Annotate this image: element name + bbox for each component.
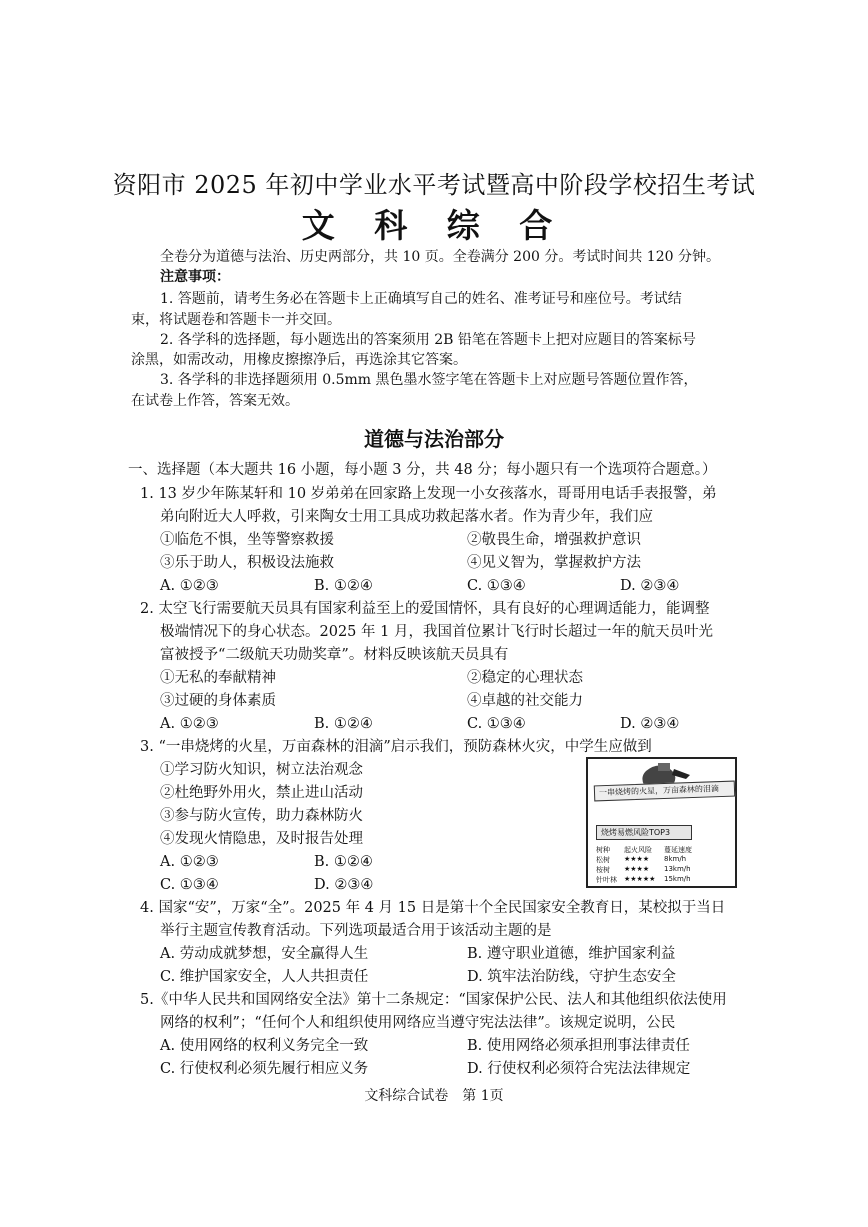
q3-statement-3: ③参与防火宣传，助力森林防火 <box>160 808 363 824</box>
notice-item-1b: 束，将试题卷和答题卡一并交回。 <box>131 312 341 328</box>
q1-option-a: A. ①②③ <box>160 578 219 594</box>
q2-statement-3: ③过硬的身体素质 <box>160 693 276 709</box>
q2-stem-line-1: 2. 太空飞行需要航天员具有国家利益至上的爱国情怀，具有良好的心理调适能力，能调整 <box>140 601 710 617</box>
q2-stem-line-3: 富被授予“二级航天功勋奖章”。材料反映该航天员具有 <box>160 647 509 663</box>
q4-option-b: B. 遵守职业道德，维护国家利益 <box>467 946 676 962</box>
q1-statement-3: ③乐于助人，积极设法施救 <box>160 555 334 571</box>
poster-row-1-tree: 松树 <box>596 856 610 864</box>
q5-option-d: D. 行使权利必须符合宪法法律规定 <box>467 1061 691 1077</box>
poster-heading-box: 烧烤易燃风险TOP3 <box>596 825 692 840</box>
notice-item-3b: 在试卷上作答，答案无效。 <box>131 393 299 409</box>
q3-statement-4: ④发现火情隐患，及时报告处理 <box>160 831 363 847</box>
q3-statement-1: ①学习防火知识，树立法治观念 <box>160 762 363 778</box>
q2-stem-line-2: 极端情况下的身心状态。2025 年 1 月，我国首位累计飞行时长超过一年的航天员叶光 <box>160 624 713 640</box>
poster-table-head-1: 树种 <box>596 846 610 854</box>
poster-row-1-risk: ★★★★ <box>624 855 650 863</box>
part-one-heading: 一、选择题（本大题共 16 小题，每小题 3 分，共 48 分；每小题只有一个选项符合题意。） <box>128 462 717 478</box>
q3-statement-2: ②杜绝野外用火，禁止进山活动 <box>160 785 363 801</box>
fire-prevention-poster <box>586 757 737 888</box>
q5-stem-line-1: 5.《中华人民共和国网络安全法》第十二条规定：“国家保护公民、法人和其他组织依法使用 <box>140 992 727 1008</box>
q2-option-b: B. ①②④ <box>314 716 373 732</box>
q2-option-a: A. ①②③ <box>160 716 219 732</box>
poster-row-2-speed: 13km/h <box>664 865 691 873</box>
poster-banner: 一串烧烤的火星，万亩森林的泪滴 <box>594 781 735 802</box>
section-title: 道德与法治部分 <box>364 427 504 451</box>
q1-stem-line-2: 弟向附近大人呼救，引来陶女士用工具成功救起落水者。作为青少年，我们应 <box>160 509 653 525</box>
q2-statement-1: ①无私的奉献精神 <box>160 670 276 686</box>
poster-row-3-speed: 15km/h <box>664 875 691 883</box>
subject-title: 文 科 综 合 <box>301 206 567 245</box>
notice-item-2b: 涂黑，如需改动，用橡皮擦擦净后，再选涂其它答案。 <box>131 352 467 368</box>
q4-option-d: D. 筑牢法治防线，守护生态安全 <box>467 969 676 985</box>
notice-heading: 注意事项： <box>160 269 230 285</box>
notice-intro: 全卷分为道德与法治、历史两部分，共 10 页。全卷满分 200 分。考试时间共 120 分钟。 <box>160 249 720 265</box>
poster-table-head-3: 蔓延速度 <box>664 846 692 854</box>
q3-option-d: D. ②③④ <box>314 877 374 893</box>
q3-option-a: A. ①②③ <box>160 854 219 870</box>
poster-table-head-2: 起火风险 <box>624 846 652 854</box>
q5-option-c: C. 行使权利必须先履行相应义务 <box>160 1061 369 1077</box>
q1-statement-2: ②敬畏生命，增强救护意识 <box>467 532 641 548</box>
page-footer: 文科综合试卷 第 1页 <box>364 1088 504 1104</box>
poster-row-3-risk: ★★★★★ <box>624 875 656 883</box>
q3-option-c: C. ①③④ <box>160 877 219 893</box>
q4-stem-line-1: 4. 国家“安”，万家“全”。2025 年 4 月 15 日是第十个全民国家安全教育日，某校拟于当日 <box>140 900 726 916</box>
q2-option-d: D. ②③④ <box>620 716 680 732</box>
poster-row-2-tree: 桉树 <box>596 866 610 874</box>
q5-option-a: A. 使用网络的权利义务完全一致 <box>160 1038 369 1054</box>
q1-statement-1: ①临危不惧，坐等警察救援 <box>160 532 334 548</box>
poster-row-2-risk: ★★★★ <box>624 865 650 873</box>
q3-stem: 3. “一串烧烤的火星，万亩森林的泪滴”启示我们，预防森林火灾，中学生应做到 <box>140 739 652 755</box>
poster-row-1-speed: 8km/h <box>664 855 687 863</box>
poster-row-3-tree: 针叶林 <box>596 876 617 884</box>
q5-option-b: B. 使用网络必须承担刑事法律责任 <box>467 1038 690 1054</box>
exam-title: 资阳市 2025 年初中学业水平考试暨高中阶段学校招生考试 <box>112 171 756 199</box>
q3-option-b: B. ①②④ <box>314 854 373 870</box>
q1-statement-4: ④见义智为，掌握救护方法 <box>467 555 641 571</box>
q1-option-c: C. ①③④ <box>467 578 526 594</box>
notice-item-1a: 1. 答题前，请考生务必在答题卡上正确填写自己的姓名、准考证号和座位号。考试结 <box>160 291 682 307</box>
q4-stem-line-2: 举行主题宣传教育活动。下列选项最适合用于该活动主题的是 <box>160 923 552 939</box>
notice-item-2a: 2. 各学科的选择题，每小题选出的答案须用 2B 铅笔在答题卡上把对应题目的答案标号 <box>160 332 696 348</box>
notice-item-3a: 3. 各学科的非选择题须用 0.5mm 黑色墨水签字笔在答题卡上对应题号答题位置作答， <box>160 372 698 388</box>
q2-option-c: C. ①③④ <box>467 716 526 732</box>
q1-option-d: D. ②③④ <box>620 578 680 594</box>
q4-option-a: A. 劳动成就梦想，安全赢得人生 <box>160 946 369 962</box>
poster-illustration <box>588 759 735 886</box>
q2-statement-4: ④卓越的社交能力 <box>467 693 583 709</box>
q4-option-c: C. 维护国家安全，人人共担责任 <box>160 969 369 985</box>
q1-stem-line-1: 1. 13 岁少年陈某轩和 10 岁弟弟在回家路上发现一小女孩落水，哥哥用电话手表报警，弟 <box>140 486 717 502</box>
q2-statement-2: ②稳定的心理状态 <box>467 670 583 686</box>
q1-option-b: B. ①②④ <box>314 578 373 594</box>
q5-stem-line-2: 网络的权利”；“任何个人和组织使用网络应当遵守宪法法律”。该规定说明，公民 <box>160 1015 676 1031</box>
